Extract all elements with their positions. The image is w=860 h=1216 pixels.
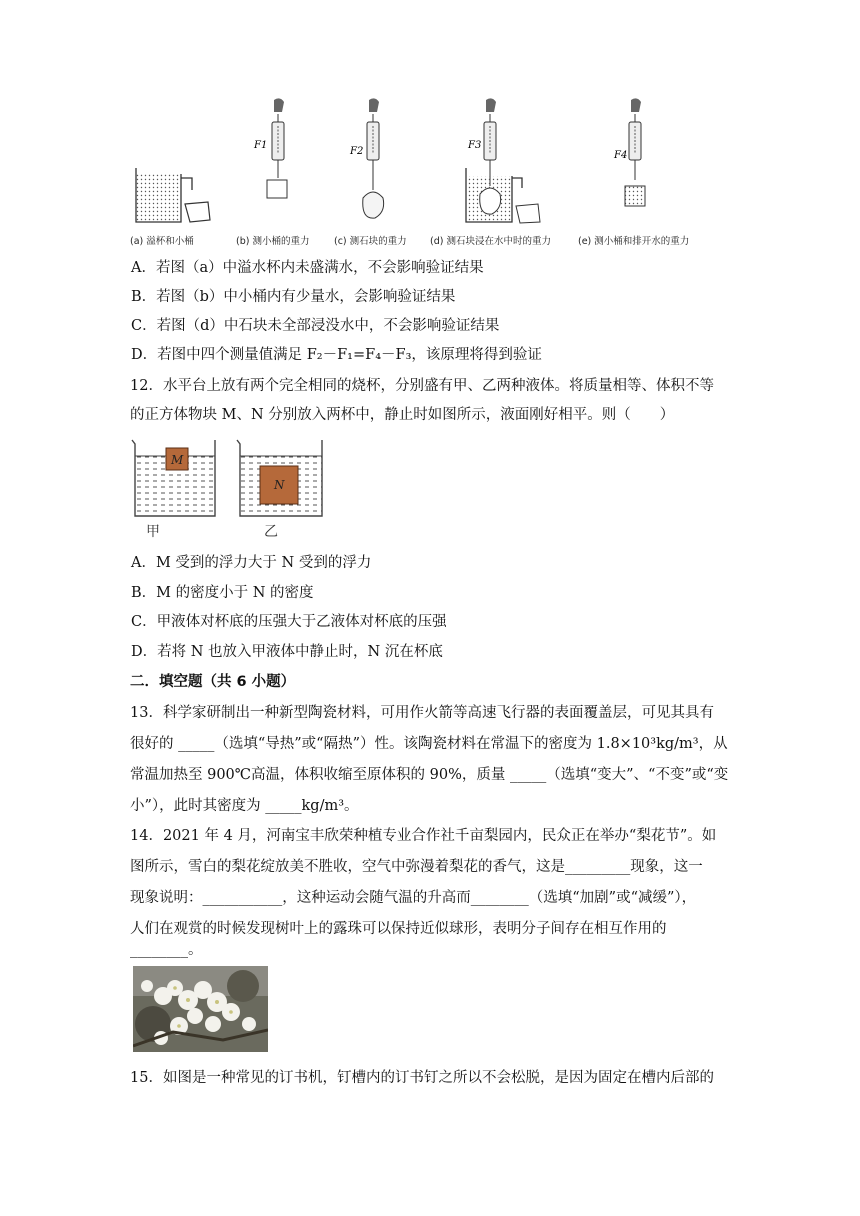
- q13-line-3: 常温加热至 900℃高温，体积收缩至原体积的 90%，质量 _____（选填“变大”、“不变”或“变: [130, 767, 729, 783]
- q12-option-a: A．M 受到的浮力大于 N 受到的浮力: [131, 555, 372, 571]
- beakers-figure: [128, 436, 328, 542]
- q12-stem-1: 12．水平台上放有两个完全相同的烧杯，分别盛有甲、乙两种液体。将质量相等、体积不等: [130, 378, 714, 394]
- experiment-figure: [128, 98, 718, 230]
- q14-line-2: 图所示，雪白的梨花绽放美不胜收，空气中弥漫着梨花的香气，这是_________现象，这一: [130, 859, 703, 875]
- q14-line-1: 14．2021 年 4 月，河南宝丰欣荣种植专业合作社千亩梨园内，民众正在举办“梨花节”。如: [130, 828, 717, 844]
- label-n: N: [274, 478, 285, 492]
- q12-option-b: B．M 的密度小于 N 的密度: [131, 585, 314, 601]
- q12-option-d: D．若将 N 也放入甲液体中静止时，N 沉在杯底: [131, 644, 443, 660]
- q11-option-a: A．若图（a）中溢水杯内未盛满水，不会影响验证结果: [131, 260, 484, 276]
- spring-scale-b: [267, 98, 287, 198]
- q11-option-b: B．若图（b）中小桶内有少量水，会影响验证结果: [131, 289, 456, 305]
- q13-line-2: 很好的 _____（选填“导热”或“隔热”）性。该陶瓷材料在常温下的密度为 1.8×10³kg/m³，从: [130, 736, 728, 752]
- caption-e: (e) 测小桶和排开水的重力: [578, 236, 690, 247]
- label-f3: F3: [468, 140, 482, 151]
- spring-scale-c: [363, 98, 384, 218]
- pear-blossom-photo: [133, 966, 268, 1052]
- q13-line-1: 13．科学家研制出一种新型陶瓷材料，可用作火箭等高速飞行器的表面覆盖层，可见其具有: [130, 705, 714, 721]
- q14-line-5: ________。: [130, 942, 203, 958]
- q13-line-4: 小”），此时其密度为 _____kg/m³。: [130, 798, 359, 814]
- caption-d: (d) 测石块浸在水中时的重力: [430, 236, 551, 247]
- caption-c: (c) 测石块的重力: [334, 236, 407, 247]
- q15-line-1: 15．如图是一种常见的订书机，钉槽内的订书钉之所以不会松脱，是因为固定在槽内后部的: [130, 1070, 714, 1086]
- spring-scale-e: [625, 98, 645, 206]
- q14-line-3: 现象说明：___________，这种运动会随气温的升高而________（选填“加剧”或“减缓”），: [130, 890, 697, 906]
- q11-option-c: C．若图（d）中石块未全部浸没水中，不会影响验证结果: [131, 318, 500, 334]
- label-f4: F4: [614, 150, 628, 161]
- section-title: 二．填空题（共 6 小题）: [130, 674, 296, 690]
- spring-scale-d: [466, 98, 540, 223]
- q11-option-d: D．若图中四个测量值满足 F₂－F₁=F₄－F₃，该原理将得到验证: [131, 347, 542, 363]
- q12-stem-2: 的正方体物块 M、N 分别放入两杯中，静止时如图所示，液面刚好相平。则（ ）: [130, 407, 675, 423]
- label-yi: 乙: [264, 524, 278, 540]
- label-f2: F2: [350, 146, 364, 157]
- overflow-cup-figure: [136, 168, 210, 222]
- label-jia: 甲: [146, 524, 160, 540]
- q12-option-c: C．甲液体对杯底的压强大于乙液体对杯底的压强: [131, 614, 447, 630]
- caption-b: (b) 测小桶的重力: [236, 236, 310, 247]
- q14-line-4: 人们在观赏的时候发现树叶上的露珠可以保持近似球形，表明分子间存在相互作用的: [130, 921, 667, 937]
- caption-a: (a) 溢杯和小桶: [130, 236, 194, 247]
- label-f1: F1: [254, 140, 268, 151]
- label-m: M: [171, 453, 184, 467]
